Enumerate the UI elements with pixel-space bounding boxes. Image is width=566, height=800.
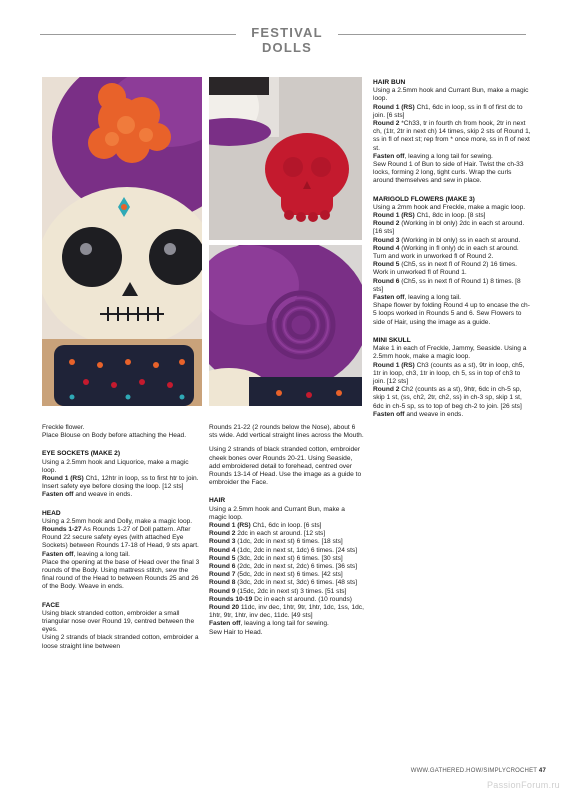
hair-bun-intro: Using a 2.5mm hook and Currant Bun, make a magic loop. (373, 87, 529, 103)
marigold-round: Round 2 (Working in bl only) 2dc in each st around. [16 sts] (373, 220, 525, 236)
hair-finishing: Sew Hair to Head. (209, 628, 263, 636)
hair-fasten-off: Fasten off, leaving a long tail for sewing. (209, 620, 329, 628)
hair-bun-heading: HAIR BUN (373, 79, 406, 86)
hair-round: Round 3 (1dc, 2dc in next st) 6 times. [18 sts] (209, 538, 343, 546)
text-column-1 (42, 424, 202, 651)
hair-bun-round-2: Round 2 *Ch33, tr in fourth ch from hook, 2tr in next ch, (1tr, 2tr in next ch) 14 times, skip 2 sts of Round 1, ss in fl of next st; rep from * once more, ss in fl of next st. (373, 120, 531, 152)
intro-line-1: Freckle flower. (42, 424, 85, 431)
head-heading: HEAD (42, 509, 61, 517)
hair-heading: HAIR (209, 497, 226, 505)
page-footer (374, 768, 546, 774)
eye-sockets-intro: Using a 2.5mm hook and Liquorice, make a magic loop. (42, 458, 189, 474)
doll-hair-bun-photo (209, 245, 362, 406)
hair-bun-round-1: Round 1 (RS) Ch1, 6dc in loop, ss in fl of first dc to join. [6 sts] (373, 103, 523, 119)
mini-skull-intro: Make 1 in each of Freckle, Jammy, Seaside. Using a 2.5mm hook, make a magic loop. (373, 345, 527, 361)
head-intro: Using a 2.5mm hook and Dolly, make a magic loop. (42, 517, 193, 525)
head-rounds: Rounds 1-27 As Rounds 1-27 of Doll pattern. After Round 22 secure safety eyes (with attached Eye Sockets) between Rounds 17-18 of Head, 9 sts apart. (42, 526, 199, 550)
marigold-round: Round 1 (RS) Ch1, 8dc in loop. [8 sts] (373, 212, 486, 220)
marigold-intro: Using a 2mm hook and Freckle, make a magic loop. (373, 203, 526, 211)
header-rule-right (338, 34, 526, 35)
hair-round: Round 8 (3dc, 2dc in next st, 3dc) 6 times. [48 sts] (209, 579, 358, 587)
eye-sockets-fasten-off: Fasten off and weave in ends. (42, 491, 133, 499)
hair-round: Round 5 (3dc, 2dc in next st) 6 times. [30 sts] (209, 554, 343, 562)
mini-skull-round-2: Round 2 Ch2 (counts as a st), 9htr, 6dc in ch-5 sp, skip 1 st, (ss, ch2, 2tr, ch2, ss) in ch-3 sp, skip 1 st, 6dc in ch-5 sp, ss to top of beg ch-2 to join. [26 sts] (373, 386, 522, 410)
marigold-round-6: Round 6 (Ch5, ss in next fl of Round 1) 8 times. [8 sts] (373, 277, 521, 293)
hair-round: Round 7 (5dc, 2dc in next st) 6 times. [42 sts] (209, 571, 343, 579)
marigold-round: Round 4 (Working in fl only) dc in each st around. (373, 244, 519, 252)
intro-line-2: Place Blouse on Body before attaching the Head. (42, 432, 187, 440)
watermark: PassionForum.ru (486, 780, 560, 790)
page-number: 47 (538, 768, 546, 774)
hair-round: Round 2 2dc in each st around. [12 sts] (209, 530, 326, 538)
hair-round: Round 6 (2dc, 2dc in next st, 2dc) 6 times. [36 sts] (209, 563, 358, 571)
hair-round: Round 20 11dc, inv dec, 1htr, 9tr, 1htr, 1dc, 1ss, 1dc, 1htr, 9tr, 1htr, inv dec, 11dc. [49 sts] (209, 604, 364, 620)
marigold-fasten-off: Fasten off, leaving a long tail. (373, 294, 461, 302)
mini-skull-heading: MINI SKULL (373, 336, 411, 344)
marigold-turn-note: Turn and work in unworked fl of Round 2. (373, 253, 494, 261)
marigold-finishing: Shape flower by folding Round 4 up to encase the ch-5 loops worked in Rounds 5 and 6. Sew Flowers to side of Hair, using the image as a guide. (373, 302, 530, 326)
face-text-2: Using 2 strands of black stranded cotton, embroider a loose straight line between (42, 634, 199, 650)
marigold-round-5: Round 5 (Ch5, ss in next fl of Round 2) 16 times. (373, 261, 518, 269)
face-continued-1: Rounds 21-22 (2 rounds below the Nose), about 6 sts wide. Add vertical straight lines across the Mouth. (209, 424, 364, 440)
eye-sockets-heading: EYE SOCKETS (MAKE 2) (42, 450, 121, 458)
hair-bun-finishing: Sew Round 1 of Bun to side of Hair. Twist the ch-33 locks, forming 2 long, tight curls. Wrap the curls around themselves and sew in place. (373, 161, 524, 185)
skull-flower-photo (209, 77, 362, 240)
marigold-round: Round 3 (Working in bl only) ss in each st around. (373, 236, 521, 244)
eye-sockets-round-1: Round 1 (RS) Ch1, 12htr in loop, ss to first htr to join. Insert safety eye before closing the loop. [12 sts] (42, 475, 199, 491)
hair-rounds-list (209, 522, 364, 620)
text-column-2 (209, 424, 364, 637)
marigold-work-note: Work in unworked fl of Round 1. (373, 269, 467, 277)
head-fasten-off: Fasten off, leaving a long tail. (42, 550, 130, 558)
text-column-3 (373, 79, 531, 419)
hair-round: Round 4 (1dc, 2dc in next st, 1dc) 6 times. [24 sts] (209, 546, 358, 554)
footer-url: WWW.GATHERED.HOW/SIMPLYCROCHET (410, 768, 538, 774)
face-continued-2: Using 2 strands of black stranded cotton, embroider cheek bones over Rounds 20-21. Using Seaside, add embroidered detail to forehead, centred over Rounds 13-14 of Head. Use the image as a guide to embroider the Face. (209, 446, 362, 487)
face-heading: FACE (42, 601, 60, 609)
hair-round: Rounds 10-19 Dc in each st around. (10 rounds) (209, 595, 352, 603)
face-text-1: Using black stranded cotton, embroider a small triangular nose over Round 19, centred between the eyes. (42, 609, 195, 634)
mini-skull-round-1: Round 1 (RS) Ch3 (counts as a st), 9tr in loop, ch5, 1tr in loop, ch3, 1tr in loop, ch 5, ss in top of ch3 to join. [12 sts] (373, 361, 525, 385)
hair-round: Round 9 (15dc, 2dc in next st) 3 times. [51 sts] (209, 587, 347, 595)
mini-skull-fasten-off: Fasten off and weave in ends. (373, 410, 464, 418)
header-rule-left (40, 34, 236, 35)
hair-intro: Using a 2.5mm hook and Currant Bun, make a magic loop. (209, 505, 345, 521)
hair-round: Round 1 (RS) Ch1, 6dc in loop. [6 sts] (209, 522, 322, 530)
page-section-title: FESTIVAL DOLLS (251, 25, 323, 55)
marigold-heading: MARIGOLD FLOWERS (MAKE 3) (373, 195, 475, 203)
hair-bun-fasten-off: Fasten off, leaving a long tail for sewing. (373, 152, 493, 160)
head-finishing: Place the opening at the base of Head over the final 3 rounds of the Body. Using mattress stitch, sew the final round of the Head to between Rounds 25 and 26 of the Body. Weave in ends. (42, 558, 200, 591)
doll-face-photo (42, 77, 202, 406)
